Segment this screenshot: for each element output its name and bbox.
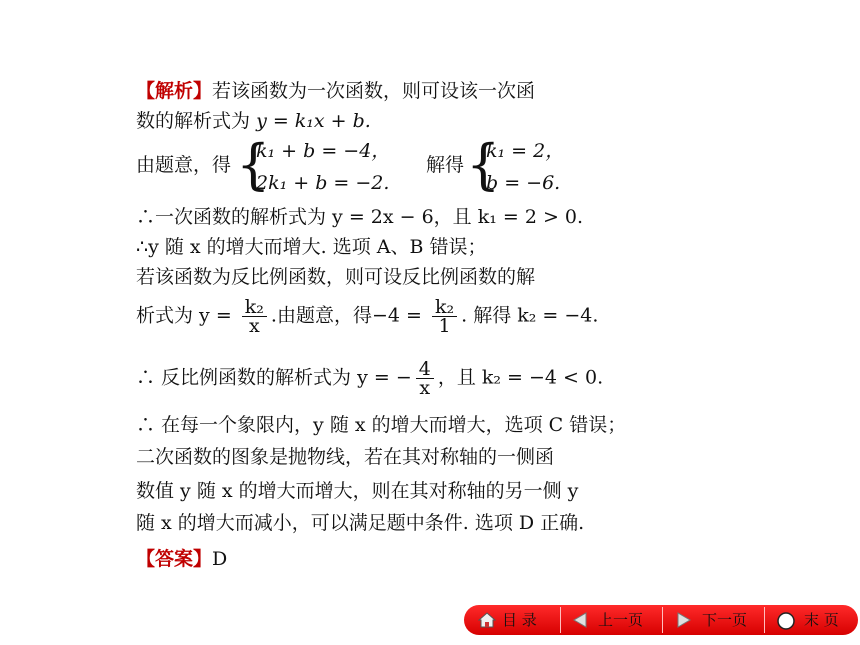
analysis-line-1: 【解析】若该函数为一次函数，则可设该一次函	[136, 80, 536, 102]
right-arrow-icon	[676, 612, 692, 628]
nav-divider	[764, 607, 765, 633]
next-page-label: 下一页	[702, 611, 748, 629]
analysis-line-8: ∴ 反比例函数的解析式为 y = − $\frac{4}{x}$ ，且 k₂ = −4 < 0.	[136, 358, 604, 399]
solution-eq-1: k₁ = 2，	[486, 140, 565, 162]
prev-page-button[interactable]	[564, 605, 660, 635]
analysis-line-7: 析式为 y = $\frac{\text{k₂}}{x}$ .由题意，得−4 = $\frac{\text{k₂}}{1}$ . 解得 k₂ = −4.	[136, 296, 599, 337]
solution-eq-2: b = −6.	[486, 172, 561, 194]
contents-button[interactable]	[472, 605, 562, 635]
analysis-line-10: 二次函数的图象是抛物线，若在其对称轴的一侧函	[136, 446, 555, 468]
analysis-line-2: 数的解析式为 y = k₁x + b.	[136, 110, 371, 132]
nav-divider	[662, 607, 663, 633]
contents-label: 目 录	[502, 611, 537, 629]
analysis-line-3: 由题意，得	[136, 154, 232, 176]
answer-line	[136, 544, 227, 574]
fraction-4-over-x: $\frac{4}{x}$	[416, 360, 434, 397]
nav-divider	[560, 607, 561, 633]
circle-icon	[776, 611, 796, 631]
last-page-label: 末 页	[804, 611, 839, 629]
last-page-button[interactable]	[768, 605, 854, 635]
fraction-k2-over-x: $\frac{\text{k₂}}{x}$	[242, 298, 267, 335]
fraction-k2-over-1: $\frac{\text{k₂}}{1}$	[432, 298, 457, 335]
analysis-tag: 【解析】	[136, 80, 213, 102]
left-arrow-icon	[572, 612, 588, 628]
prev-page-label: 上一页	[598, 611, 644, 629]
left-brace-icon: {	[236, 133, 271, 196]
system-eq-2: 2k₁ + b = −2.	[256, 172, 390, 194]
analysis-line-11: 数值 y 随 x 的增大而增大，则在其对称轴的另一侧 y	[136, 480, 579, 502]
answer-tag: 【答案】	[136, 548, 213, 570]
analysis-line-6: 若该函数为反比例函数，则可设反比例函数的解	[136, 266, 536, 288]
navigation-bar	[464, 605, 858, 635]
analysis-line-5: ∴y 随 x 的增大而增大. 选项 A、B 错误；	[136, 236, 487, 258]
analysis-line-12: 随 x 的增大而减小，可以满足题中条件. 选项 D 正确.	[136, 512, 585, 534]
analysis-line-4: ∴一次函数的解析式为 y = 2x − 6，且 k₁ = 2 > 0.	[136, 206, 584, 228]
home-icon	[478, 612, 496, 628]
next-page-button[interactable]	[666, 605, 762, 635]
answer-value: D	[212, 548, 228, 570]
system-eq-1: k₁ + b = −4，	[256, 140, 391, 162]
left-brace-icon: {	[466, 133, 501, 196]
solve-label: 解得	[426, 154, 465, 176]
analysis-line-9: ∴ 在每一个象限内，y 随 x 的增大而增大，选项 C 错误；	[136, 414, 627, 436]
